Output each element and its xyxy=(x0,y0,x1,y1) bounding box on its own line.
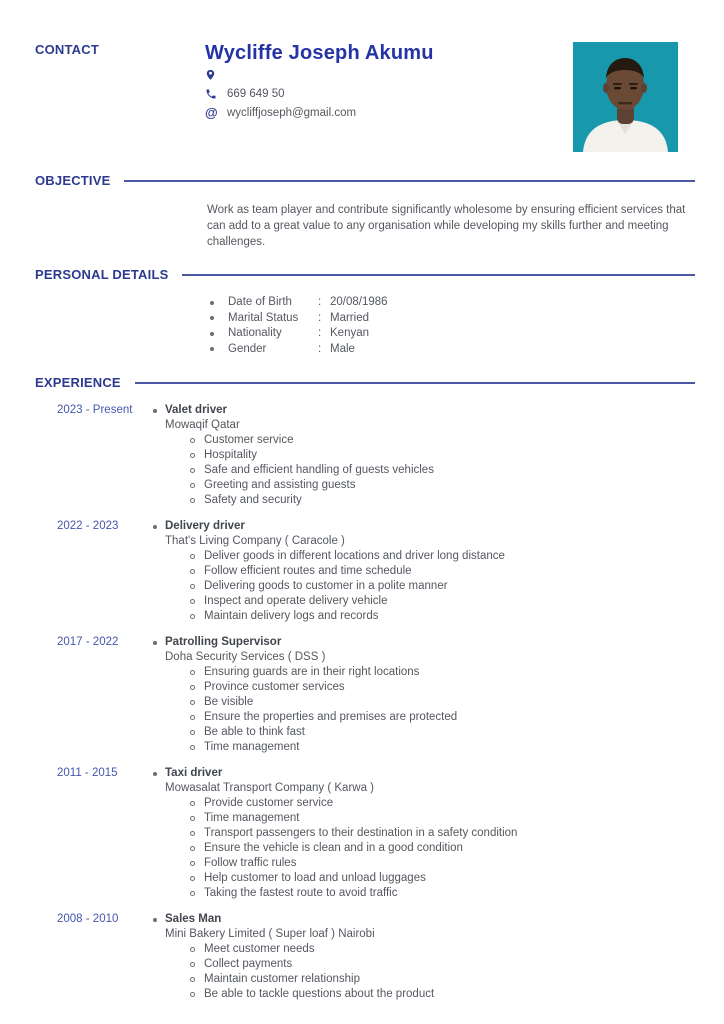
duty-item xyxy=(153,725,724,740)
personal-details-section-header xyxy=(0,267,724,282)
bullet-circle-icon xyxy=(190,685,195,690)
bullet-circle-icon xyxy=(190,700,195,705)
duty-text: Help customer to load and unload luggages xyxy=(204,872,426,884)
experience-period: 2022 - 2023 xyxy=(57,520,119,532)
duty-item xyxy=(153,871,724,886)
section-divider-line xyxy=(124,180,695,182)
company-name: Doha Security Services ( DSS ) xyxy=(165,651,326,663)
duty-item xyxy=(153,695,724,710)
detail-colon: : xyxy=(318,296,322,308)
bullet-circle-icon xyxy=(190,715,195,720)
bullet-dot-icon xyxy=(153,918,157,922)
detail-colon: : xyxy=(318,311,322,324)
duty-text: Maintain customer relationship xyxy=(204,973,360,985)
experience-section-header xyxy=(0,375,724,390)
personal-detail-row xyxy=(210,311,724,327)
experience-entry xyxy=(0,766,724,901)
bullet-dot-icon xyxy=(210,301,214,305)
objective-section-label: OBJECTIVE xyxy=(35,173,111,188)
portrait-photo xyxy=(573,42,678,152)
company-name: Mini Bakery Limited ( Super loaf ) Nairobi xyxy=(165,928,375,940)
duty-text: Provide customer service xyxy=(204,797,334,809)
phone-number: 669 649 50 xyxy=(227,88,285,100)
experience-entry xyxy=(0,635,724,755)
duty-text: Maintain delivery logs and records xyxy=(204,610,379,622)
duty-item xyxy=(153,957,724,972)
bullet-circle-icon xyxy=(190,584,195,589)
personal-details-list xyxy=(210,295,724,357)
duty-text: Ensure the vehicle is clean and in a good condition xyxy=(204,842,463,854)
duty-item xyxy=(153,549,724,564)
duty-text: Greeting and assisting guests xyxy=(204,479,356,491)
duty-item xyxy=(153,740,724,755)
personal-detail-row xyxy=(210,295,724,311)
company-name: Mowaqif Qatar xyxy=(165,419,240,431)
duty-text: Meet customer needs xyxy=(204,943,315,955)
person-name: Wycliffe Joseph Akumu xyxy=(205,42,434,64)
bullet-circle-icon xyxy=(190,861,195,866)
section-divider-line xyxy=(135,382,695,384)
location-line xyxy=(205,69,573,83)
section-divider-line xyxy=(182,274,695,276)
bullet-dot-icon xyxy=(210,332,214,336)
duty-item xyxy=(153,856,724,871)
duty-item xyxy=(153,886,724,901)
duty-item xyxy=(153,710,724,725)
bullet-dot-icon xyxy=(153,641,157,645)
duty-item xyxy=(153,680,724,695)
duty-list xyxy=(153,433,724,508)
bullet-dot-icon xyxy=(210,347,214,351)
duty-text: Hospitality xyxy=(204,449,258,461)
duty-list xyxy=(153,665,724,755)
duty-item xyxy=(153,811,724,826)
experience-entries xyxy=(0,403,724,1002)
duty-text: Deliver goods in different locations and driver long distance xyxy=(204,550,505,562)
bullet-circle-icon xyxy=(190,730,195,735)
detail-label: Date of Birth xyxy=(228,296,292,308)
duty-list xyxy=(153,796,724,901)
detail-label: Marital Status xyxy=(228,311,299,324)
bullet-dot-icon xyxy=(153,525,157,529)
bullet-circle-icon xyxy=(190,801,195,806)
bullet-circle-icon xyxy=(190,846,195,851)
email-line xyxy=(205,105,573,120)
duty-text: Time management xyxy=(204,812,300,824)
experience-entry xyxy=(0,519,724,624)
duty-item xyxy=(153,463,724,478)
duty-text: Be able to tackle questions about the product xyxy=(204,988,435,1000)
duty-item xyxy=(153,841,724,856)
bullet-circle-icon xyxy=(190,670,195,675)
bullet-circle-icon xyxy=(190,992,195,997)
duty-text: Province customer services xyxy=(204,681,345,693)
job-title: Sales Man xyxy=(165,913,222,925)
detail-value: 20/08/1986 xyxy=(330,296,388,308)
contact-section-label: CONTACT xyxy=(35,42,99,57)
detail-label: Nationality xyxy=(228,327,282,339)
experience-period: 2008 - 2010 xyxy=(57,913,119,925)
duty-item xyxy=(153,433,724,448)
bullet-circle-icon xyxy=(190,554,195,559)
bullet-circle-icon xyxy=(190,599,195,604)
bullet-circle-icon xyxy=(190,453,195,458)
experience-section-label: EXPERIENCE xyxy=(35,375,121,390)
job-title: Patrolling Supervisor xyxy=(165,636,282,648)
bullet-circle-icon xyxy=(190,977,195,982)
duty-item xyxy=(153,972,724,987)
bullet-circle-icon xyxy=(190,876,195,881)
detail-value: Male xyxy=(330,342,355,355)
bullet-circle-icon xyxy=(190,745,195,750)
job-title: Valet driver xyxy=(165,404,228,416)
objective-section-header xyxy=(0,173,724,188)
personal-details-section-label: PERSONAL DETAILS xyxy=(35,267,169,282)
bullet-circle-icon xyxy=(190,498,195,503)
duty-text: Safe and efficient handling of guests vehicles xyxy=(204,464,434,476)
duty-text: Transport passengers to their destination in a safety condition xyxy=(204,827,518,839)
detail-colon: : xyxy=(318,342,322,355)
duty-text: Taking the fastest route to avoid traffic xyxy=(204,887,398,899)
job-title: Delivery driver xyxy=(165,520,245,532)
objective-text: Work as team player and contribute significantly wholesome by ensuring efficient services that can add to a great value to any organisation while developing my skills further and meeting challenges. xyxy=(207,204,686,248)
detail-value: Married xyxy=(330,311,369,324)
bullet-circle-icon xyxy=(190,891,195,896)
at-icon: @ xyxy=(205,105,218,120)
bullet-circle-icon xyxy=(190,816,195,821)
duty-text: Follow traffic rules xyxy=(204,857,297,869)
duty-item xyxy=(153,448,724,463)
duty-item xyxy=(153,826,724,841)
detail-value: Kenyan xyxy=(330,327,370,339)
bullet-circle-icon xyxy=(190,468,195,473)
duty-text: Ensure the properties and premises are protected xyxy=(204,711,458,723)
duty-text: Ensuring guards are in their right locations xyxy=(204,666,420,678)
duty-item xyxy=(153,609,724,624)
duty-text: Delivering goods to customer in a polite manner xyxy=(204,580,448,592)
email-address: wycliffjoseph@gmail.com xyxy=(227,106,357,119)
duty-text: Safety and security xyxy=(204,494,302,506)
duty-list xyxy=(153,549,724,624)
bullet-circle-icon xyxy=(190,569,195,574)
duty-item xyxy=(153,594,724,609)
personal-detail-row xyxy=(210,342,724,358)
duty-item xyxy=(153,478,724,493)
duty-text: Be visible xyxy=(204,696,254,708)
detail-colon: : xyxy=(318,327,322,339)
bullet-circle-icon xyxy=(190,962,195,967)
bullet-circle-icon xyxy=(190,483,195,488)
bullet-dot-icon xyxy=(210,316,214,320)
duty-text: Be able to think fast xyxy=(204,726,306,738)
duty-text: Time management xyxy=(204,741,300,753)
bullet-circle-icon xyxy=(190,831,195,836)
contact-section xyxy=(0,0,724,152)
company-name: Mowasalat Transport Company ( Karwa ) xyxy=(165,782,374,794)
job-title: Taxi driver xyxy=(165,767,223,779)
duty-list xyxy=(153,942,724,1002)
duty-item xyxy=(153,564,724,579)
bullet-circle-icon xyxy=(190,947,195,952)
bullet-dot-icon xyxy=(153,409,157,413)
duty-text: Customer service xyxy=(204,434,294,446)
duty-item xyxy=(153,579,724,594)
experience-period: 2017 - 2022 xyxy=(57,636,119,648)
experience-entry xyxy=(0,912,724,1002)
bullet-dot-icon xyxy=(153,772,157,776)
bullet-circle-icon xyxy=(190,438,195,443)
personal-detail-row xyxy=(210,326,724,342)
experience-period: 2011 - 2015 xyxy=(57,767,118,779)
bullet-circle-icon xyxy=(190,614,195,619)
detail-label: Gender xyxy=(228,342,267,355)
company-name: That's Living Company ( Caracole ) xyxy=(165,535,345,547)
duty-item xyxy=(153,987,724,1002)
experience-period: 2023 - Present xyxy=(57,404,133,416)
duty-item xyxy=(153,942,724,957)
phone-icon xyxy=(205,88,221,100)
experience-entry xyxy=(0,403,724,508)
phone-line xyxy=(205,87,573,101)
duty-item xyxy=(153,493,724,508)
location-pin-icon xyxy=(205,69,221,83)
duty-text: Inspect and operate delivery vehicle xyxy=(204,595,388,607)
duty-text: Follow efficient routes and time schedule xyxy=(204,565,412,577)
duty-item xyxy=(153,796,724,811)
duty-item xyxy=(153,665,724,680)
duty-text: Collect payments xyxy=(204,958,293,970)
